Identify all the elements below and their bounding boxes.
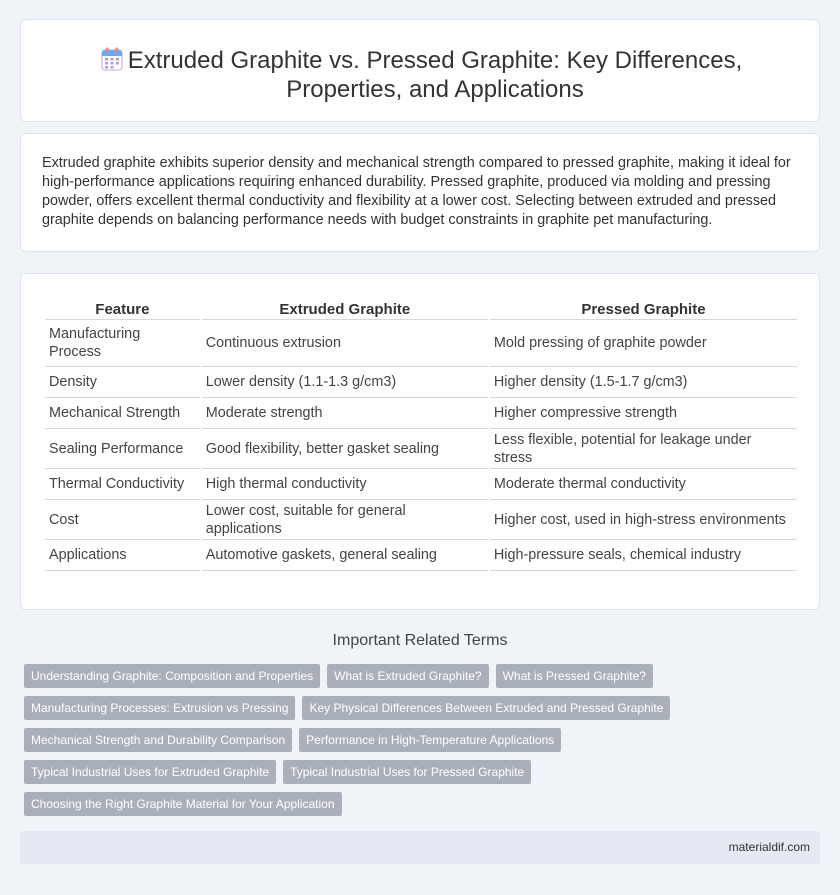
- tag-row: [24, 696, 824, 720]
- related-terms-tags: [24, 664, 824, 824]
- table-row: [45, 320, 797, 367]
- table-row: [45, 398, 797, 429]
- table-cell: Automotive gaskets, general sealing: [202, 540, 488, 571]
- tag-row: [24, 664, 824, 688]
- table-cell: Good flexibility, better gasket sealing: [202, 429, 488, 469]
- related-terms-title: Important Related Terms: [332, 632, 508, 649]
- page-title: Extruded Graphite vs. Pressed Graphite: Key Differences, Properties, and Applications: [127, 47, 743, 103]
- table-cell: Moderate thermal conductivity: [490, 469, 797, 500]
- table-cell: Mechanical Strength: [45, 398, 200, 429]
- related-tag[interactable]: Understanding Graphite: Composition and Properties: [24, 664, 320, 688]
- tag-row: [24, 728, 824, 752]
- table-row: [45, 367, 797, 398]
- tag-row: [24, 760, 824, 784]
- tag-row: [24, 792, 824, 816]
- table-row: [45, 540, 797, 571]
- related-tag[interactable]: Choosing the Right Graphite Material for Your Application: [24, 792, 342, 816]
- table-cell: Moderate strength: [202, 398, 488, 429]
- table-cell: Applications: [45, 540, 200, 571]
- table-cell: High-pressure seals, chemical industry: [490, 540, 797, 571]
- related-tag[interactable]: Key Physical Differences Between Extruded and Pressed Graphite: [302, 696, 670, 720]
- footer: [20, 831, 820, 864]
- intro-paragraph: Extruded graphite exhibits superior density and mechanical strength compared to pressed graphite, making it ideal for high-performance applications requiring enhanced durability. Pressed graphite, produced via molding and pressing powder, offers excellent thermal conductivity and flexibility at a lower cost. Selecting between extruded and pressed graphite depends on balancing performance needs with budget constraints in graphite pet manufacturing.: [42, 155, 791, 228]
- header-card: [20, 19, 820, 122]
- table-row: [45, 469, 797, 500]
- table-cell: Higher density (1.5-1.7 g/cm3): [490, 367, 797, 398]
- related-tag[interactable]: Mechanical Strength and Durability Comparison: [24, 728, 292, 752]
- table-cell: Lower density (1.1-1.3 g/cm3): [202, 367, 488, 398]
- table-cell: Higher cost, used in high-stress environments: [490, 500, 797, 540]
- table-cell: High thermal conductivity: [202, 469, 488, 500]
- table-cell: Lower cost, suitable for general applications: [202, 500, 488, 540]
- table-cell: Thermal Conductivity: [45, 469, 200, 500]
- related-tag[interactable]: Performance in High-Temperature Applications: [299, 728, 561, 752]
- header-extruded: Extruded Graphite: [202, 294, 488, 320]
- related-tag[interactable]: Typical Industrial Uses for Pressed Graphite: [283, 760, 531, 784]
- table-header-row: [45, 294, 797, 320]
- related-tag[interactable]: What is Pressed Graphite?: [496, 664, 653, 688]
- table-row: [45, 500, 797, 540]
- table-cell: Sealing Performance: [45, 429, 200, 469]
- comparison-table-card: [20, 273, 820, 610]
- table-cell: Cost: [45, 500, 200, 540]
- related-tag[interactable]: Manufacturing Processes: Extrusion vs Pressing: [24, 696, 295, 720]
- table-cell: Less flexible, potential for leakage under stress: [490, 429, 797, 469]
- related-tag[interactable]: Typical Industrial Uses for Extruded Graphite: [24, 760, 276, 784]
- table-cell: Higher compressive strength: [490, 398, 797, 429]
- intro-card: [20, 133, 820, 252]
- table-cell: Density: [45, 367, 200, 398]
- table-cell: Mold pressing of graphite powder: [490, 320, 797, 367]
- footer-site-link[interactable]: materialdif.com: [728, 840, 810, 854]
- table-cell: Manufacturing Process: [45, 320, 200, 367]
- table-cell: Continuous extrusion: [202, 320, 488, 367]
- header-feature: Feature: [45, 294, 200, 320]
- comparison-table: [43, 294, 799, 571]
- header-pressed: Pressed Graphite: [490, 294, 797, 320]
- table-row: [45, 429, 797, 469]
- related-tag[interactable]: What is Extruded Graphite?: [327, 664, 488, 688]
